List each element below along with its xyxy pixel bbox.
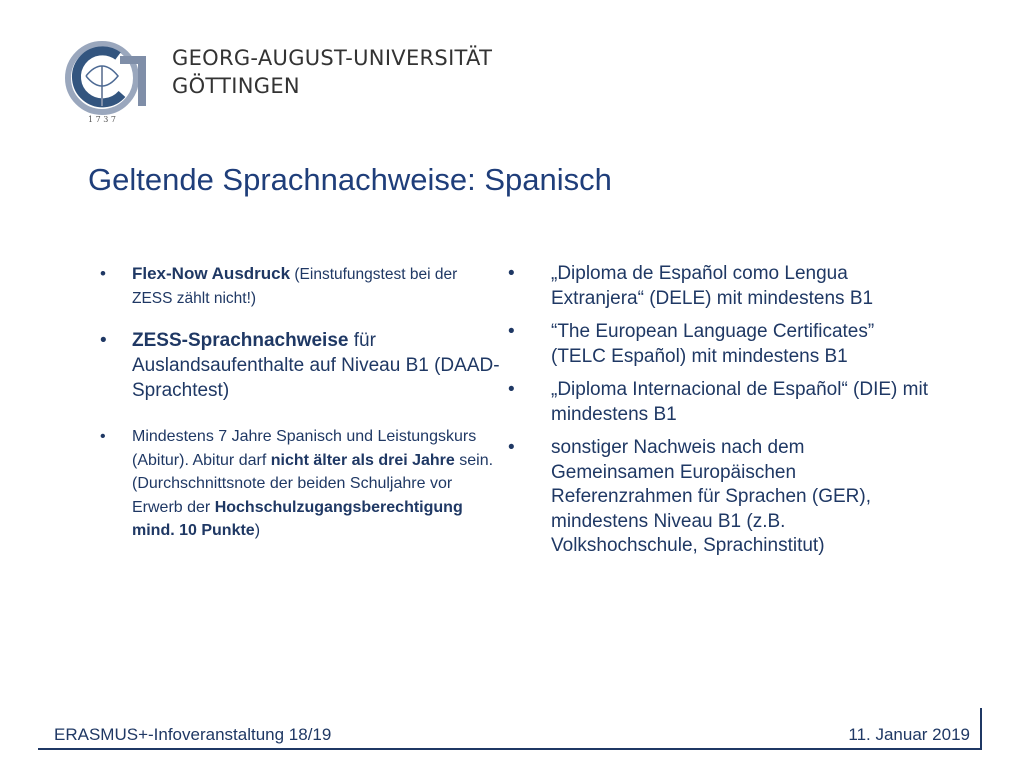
- footer-date: 11. Januar 2019: [848, 725, 970, 744]
- item-die-text: „Diploma Internacional de Español“ (DIE) mit mindestens B1: [551, 379, 928, 425]
- item-ger-text: sonstiger Nachweis nach dem Gemeinsamen Europäischen Referenzrahmen für Sprachen (GER), mindestens Niveau B1 (z.B. Volkshochschule, Sprachinstitut): [551, 437, 871, 556]
- footer-vertical-divider: [980, 708, 982, 750]
- university-name-line1: GEORG-AUGUST-UNIVERSITÄT: [172, 46, 493, 70]
- logo-year: 1 7 3 7: [88, 115, 116, 124]
- item-dele-text: „Diploma de Español como Lengua Extranjera“ (DELE) mit mindestens B1: [551, 263, 874, 309]
- bullet-icon: •: [100, 264, 106, 283]
- slide-title: Geltende Sprachnachweise: Spanisch: [88, 162, 612, 197]
- item3-bold2: Hochschulzugangsberechtigung mind. 10 Punkte: [132, 498, 463, 539]
- list-item-ger: [508, 436, 928, 559]
- university-seal-logo: [62, 36, 162, 126]
- list-item-zess: [100, 328, 500, 403]
- footer-divider: [38, 748, 982, 750]
- list-item-abitur: [100, 425, 500, 543]
- item3-bold1: nicht älter als drei Jahre: [270, 451, 455, 469]
- item3-text3: ): [254, 522, 261, 539]
- item1-bold: Flex-Now Ausdruck: [132, 264, 291, 283]
- item3-text2: sein. (Durchschnittsnote der beiden Schuljahre vor Erwerb der: [132, 451, 494, 516]
- university-name-line2: GÖTTINGEN: [172, 74, 300, 98]
- left-bullet-list: [100, 262, 500, 543]
- right-bullet-list: [508, 262, 928, 568]
- item3-text1: Mindestens 7 Jahre Spanisch und Leistungskurs (Abitur). Abitur darf: [132, 428, 477, 469]
- bullet-icon: •: [100, 330, 107, 351]
- item2-text: für Auslandsaufenthalte auf Niveau B1 (DAAD-Sprachtest): [132, 330, 500, 401]
- bullet-icon: •: [100, 428, 106, 445]
- list-item-telc: [508, 320, 928, 369]
- list-item-die: [508, 378, 928, 427]
- bullet-icon: •: [508, 379, 515, 400]
- bullet-icon: •: [508, 437, 515, 458]
- footer-event-name: ERASMUS+-Infoveranstaltung 18/19: [54, 725, 332, 744]
- item2-bold: ZESS-Sprachnachweise: [132, 330, 349, 351]
- list-item-flexnow: [100, 262, 500, 310]
- list-item-dele: [508, 262, 928, 311]
- bullet-icon: •: [508, 321, 515, 342]
- item1-text: (Einstufungstest bei der ZESS zählt nicht!): [132, 266, 458, 307]
- bullet-icon: •: [508, 263, 515, 284]
- item-telc-text: “The European Language Certificates” (TELC Español) mit mindestens B1: [551, 321, 875, 367]
- university-name: [172, 44, 492, 100]
